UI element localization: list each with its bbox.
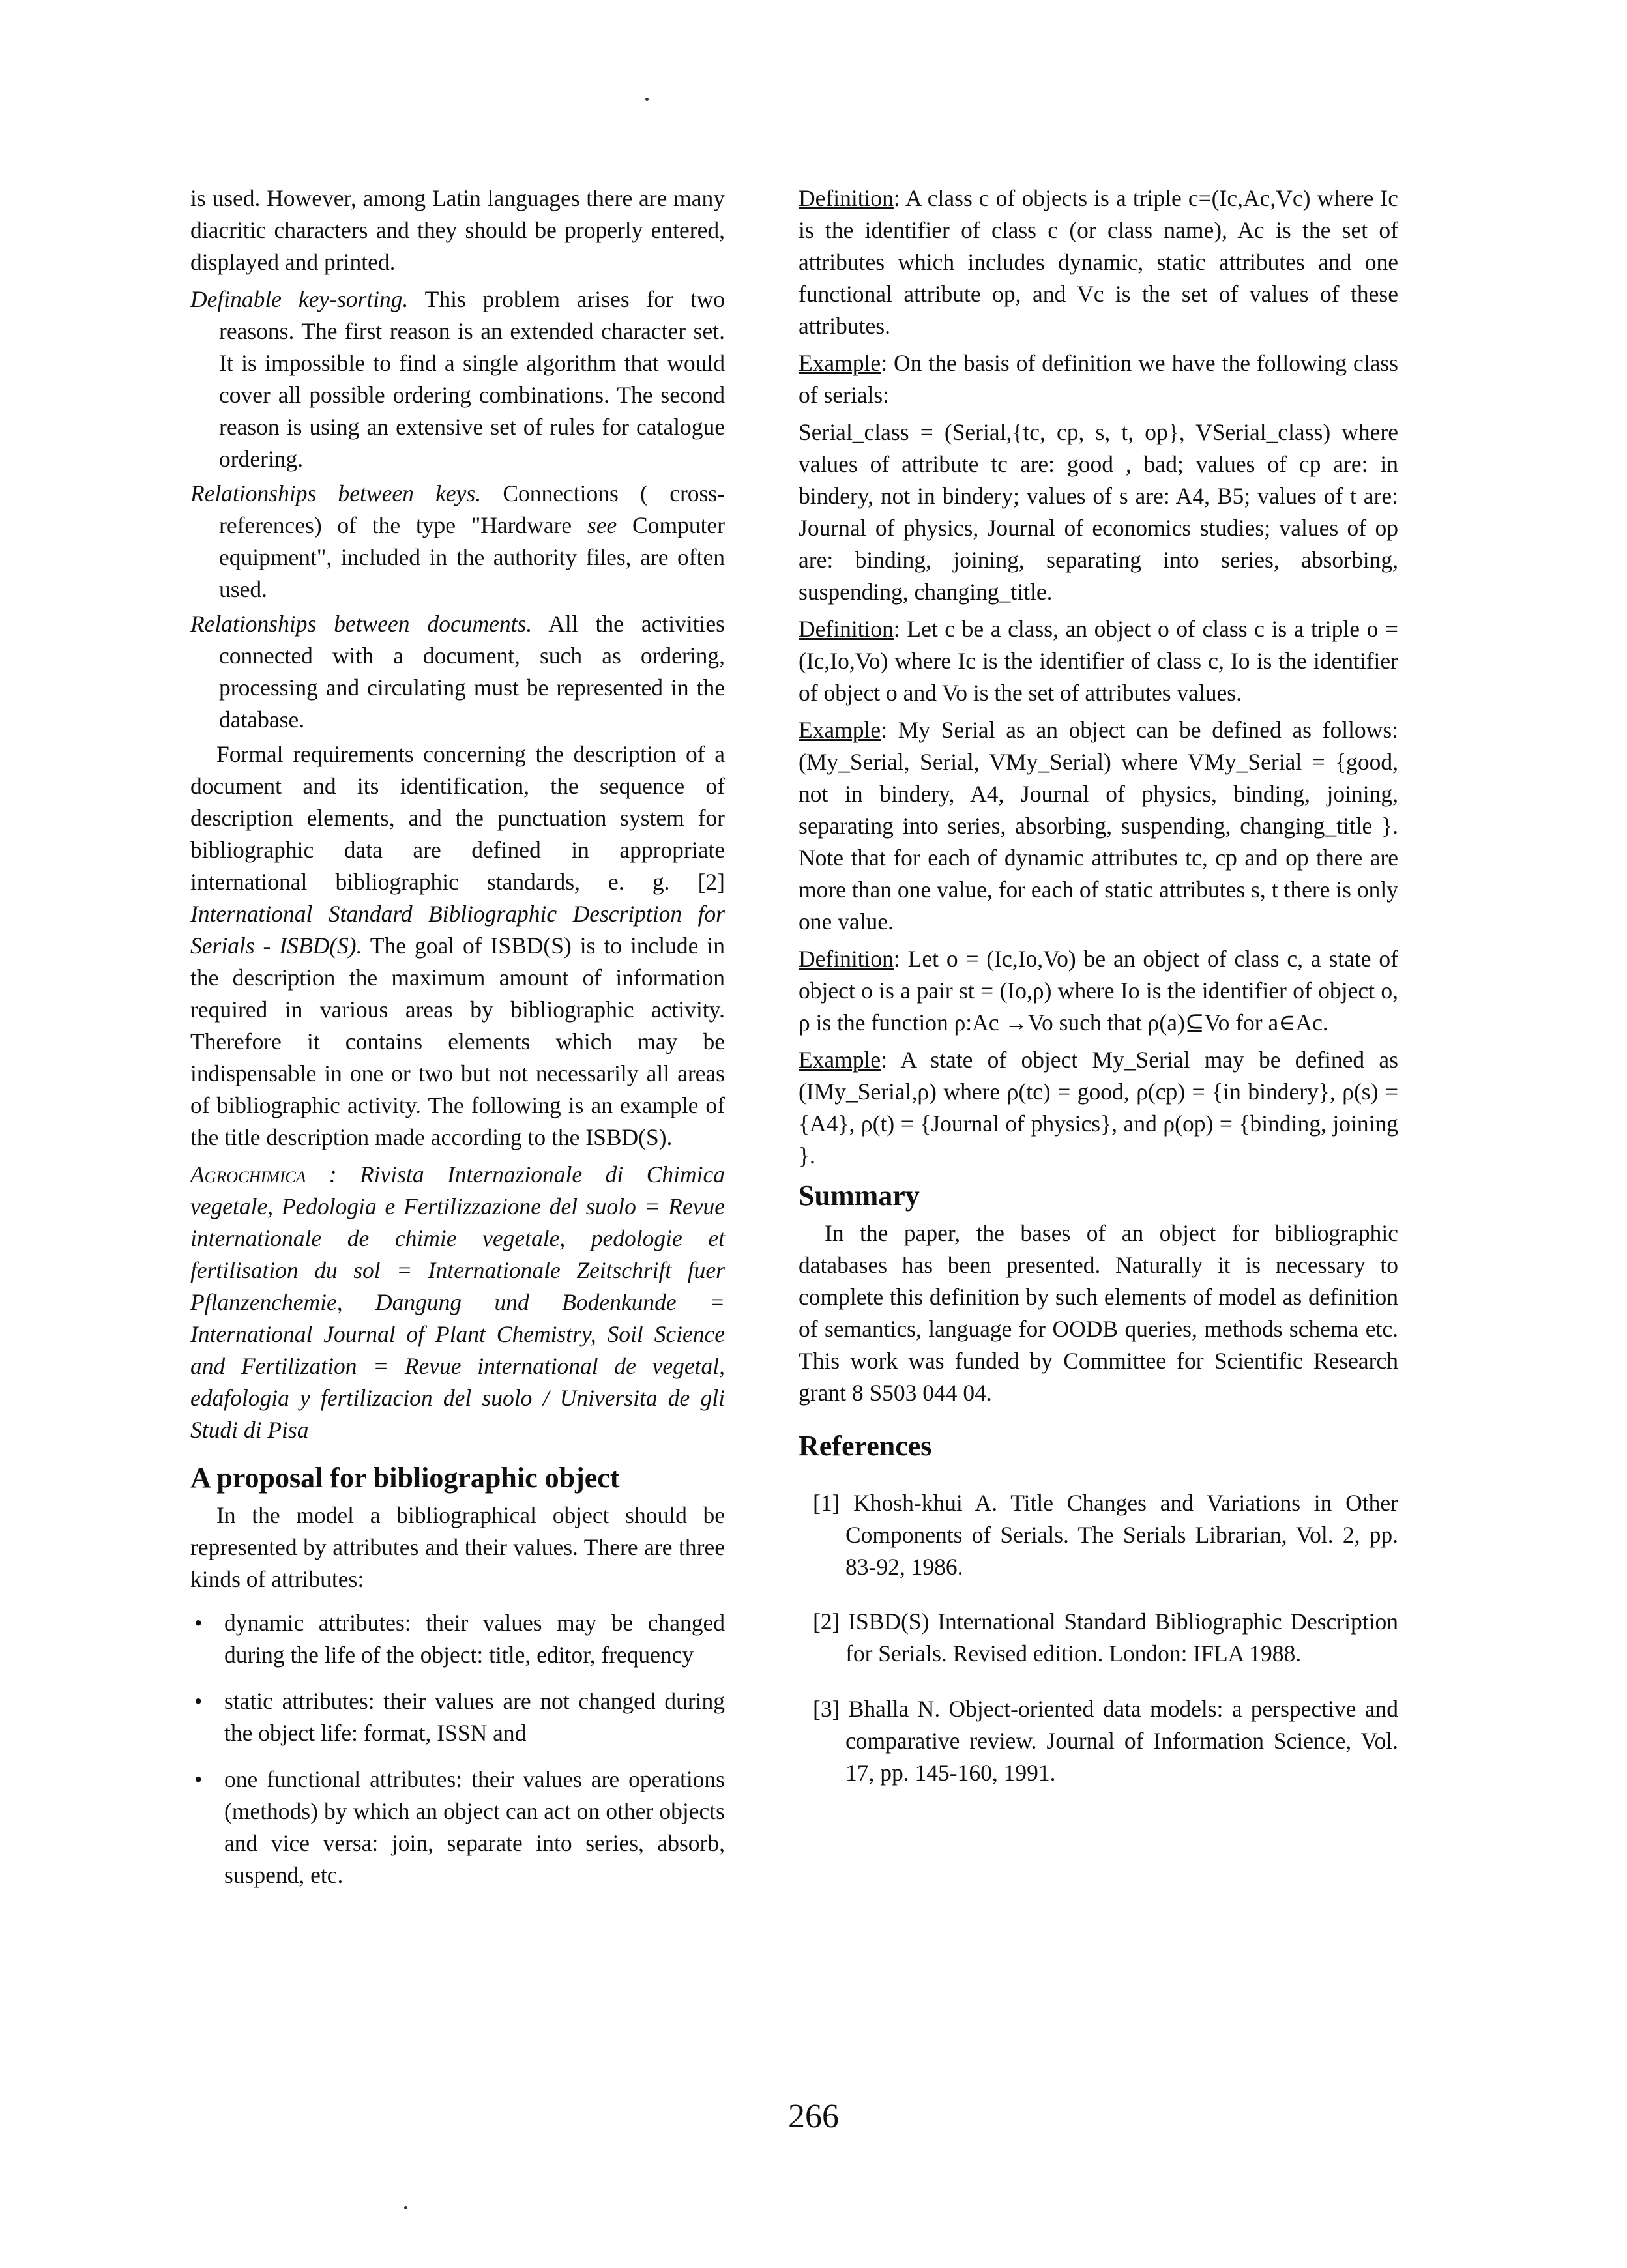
formal-text-post: The goal of ISBD(S) is to include in the description the maximum amount of information required in various areas by bibliographic activity. Therefore it contains elements which may be indispensable in one or two but not necessarily all areas of bibliographic activity. The following is an example of the title description made according to the ISBD(S). bbox=[190, 933, 725, 1150]
item-relationships-keys bbox=[190, 478, 725, 605]
definition-text: : A class c of objects is a triple c=(Ic,Ac,Vc) where Ic is the identifier of class c (or class name), Ac is the set of attributes which includes dynamic, static attributes and one functional attribute op, and Vc is the set of values of these attributes. bbox=[799, 185, 1398, 339]
agro-text: : Rivista Internazionale di Chimica vegetale, Pedologia e Fertilizzazione del suolo = Revue internationale de chimie vegetale, pedologie et fertilisation du sol = Internationale Zeitschrift fuer Pflanzenchemie, Dangung und Bodenkunde = International Journal of Plant Chemistry, Soil Science and Fertilization = Revue international de vegetal, edafologia y fertilizacion del suolo / Universita de gli Studi di Pisa bbox=[190, 1161, 725, 1443]
proposal-paragraph: In the model a bibliographical object should be represented by attributes and their values. There are three kinds of attributes: bbox=[190, 1502, 725, 1592]
item-body-see: see bbox=[587, 512, 617, 538]
definition-class bbox=[799, 182, 1398, 342]
intro-text: is used. However, among Latin languages there are many diacritic characters and they should be properly entered, displayed and printed. bbox=[190, 185, 725, 275]
item-body: All the activities connected with a document, such as ordering, processing and circulating must be represented in the database. bbox=[219, 611, 725, 733]
item-body-pre: Connections ( cross-references) of the type "Hardware bbox=[219, 480, 725, 538]
scan-speck bbox=[645, 98, 649, 101]
section-heading-proposal: A proposal for bibliographic object bbox=[190, 1462, 620, 1494]
list-item: • one functional attributes: their values are operations (methods) by which an object can act on other objects and vice versa: join, separate into series, absorb, suspend, etc. bbox=[190, 1764, 725, 1891]
section-heading-summary: Summary bbox=[799, 1180, 920, 1212]
list-item: • dynamic attributes: their values may be changed during the life of the object: title, editor, frequency bbox=[190, 1607, 725, 1671]
reference-item: [2] ISBD(S) International Standard Bibliographic Description for Serials. Revised edition. London: IFLA 1988. bbox=[813, 1608, 1398, 1666]
example-class bbox=[799, 347, 1398, 411]
item-term: Definable key-sorting. bbox=[190, 286, 409, 312]
reference-item: [1] Khosh-khui A. Title Changes and Variations in Other Components of Serials. The Serials Librarian, Vol. 2, pp. 83-92, 1986. bbox=[813, 1489, 1398, 1580]
intro-continuation bbox=[190, 182, 725, 278]
definition-object bbox=[799, 613, 1398, 709]
agrochimica-example bbox=[190, 1159, 725, 1446]
example-object bbox=[799, 714, 1398, 938]
scan-speck bbox=[404, 2206, 407, 2209]
bullet-icon: • bbox=[194, 1610, 203, 1636]
example-label: Example bbox=[799, 1047, 881, 1073]
formal-text-pre: Formal requirements concerning the description of a document and its identification, the sequence of description elements, and the punctuation system for bibliographic data are defined in appropriate international bibliographic standards, e. g. [2] bbox=[190, 741, 725, 895]
definition-label: Definition bbox=[799, 946, 894, 972]
summary-paragraph: In the paper, the bases of an object for bibliographic databases has been presented. Naturally it is necessary to complete this definition by such elements of model as definition of semantics, language for OODB queries, methods schema etc. This work was funded by Committee for Scientific Research grant 8 S503 044 04. bbox=[799, 1220, 1398, 1406]
formal-text-italic: International Standard Bibliographic Description for Serials - ISBD(S). bbox=[190, 901, 725, 959]
item-body-post: Computer equipment", included in the authority files, are often used. bbox=[219, 512, 726, 602]
list-item: • static attributes: their values are not changed during the object life: format, ISSN and bbox=[190, 1685, 725, 1749]
definition-label: Definition bbox=[799, 185, 894, 211]
left-column bbox=[190, 182, 725, 1906]
definition-state bbox=[799, 943, 1398, 1039]
serial-class-definition: Serial_class = (Serial,{tc, cp, s, t, op}, VSerial_class) where values of attribute tc are: good , bad; values of cp are: in bindery, not in bindery; values of s are: A4, B5; values of t are: Journal of physics, Journal of economics studies; values of op are: binding, joining, separating into series, absorbing, suspending, changing_title. bbox=[799, 419, 1398, 605]
item-term: Relationships between documents. bbox=[190, 611, 533, 637]
definition-label: Definition bbox=[799, 616, 894, 642]
example-state bbox=[799, 1044, 1398, 1172]
example-label: Example bbox=[799, 717, 881, 743]
example-label: Example bbox=[799, 350, 881, 376]
item-term: Relationships between keys. bbox=[190, 480, 482, 506]
reference-item: [3] Bhalla N. Object-oriented data models: a perspective and comparative review. Journal of Information Science, Vol. 17, pp. 145-160, 1991. bbox=[813, 1695, 1398, 1786]
item-relationships-documents bbox=[190, 608, 725, 736]
references-list bbox=[799, 1487, 1398, 1789]
section-heading-references: References bbox=[799, 1430, 932, 1462]
bullet-icon: • bbox=[194, 1766, 203, 1792]
example-text: : On the basis of definition we have the following class of serials: bbox=[799, 350, 1398, 408]
attribute-kinds-list bbox=[190, 1607, 725, 1891]
example-text: : My Serial as an object can be defined as follows: (My_Serial, Serial, VMy_Serial) where VMy_Serial = {good, not in bindery, A4, Journal of physics, binding, joining, separating into series, absorbing, suspending, changing_title }. Note that for each of dynamic attributes tc, cp and op there are more than one value, for each of static attributes s, t there is only one value. bbox=[799, 717, 1398, 935]
definition-text: : Let o = (Ic,Io,Vo) be an object of class c, a state of object o is a pair st = (Io,ρ) where Io is the identifier of object o, ρ is the function ρ:Ac →Vo such that ρ(a)⊆Vo for a∈Ac. bbox=[799, 946, 1398, 1036]
item-definable-key-sorting bbox=[190, 284, 725, 475]
definition-text: : Let c be a class, an object o of class c is a triple o = (Ic,Io,Vo) where Ic is the identifier of class c, Io is the identifier of object o and Vo is the set of attributes values. bbox=[799, 616, 1398, 706]
example-text: : A state of object My_Serial may be defined as (IMy_Serial,ρ) where ρ(tc) = good, ρ(cp) = {in bindery}, ρ(s) = {A4}, ρ(t) = {Journal of physics}, and ρ(op) = {binding, joining }. bbox=[799, 1047, 1398, 1169]
page-number: 266 bbox=[788, 2098, 839, 2135]
item-body: This problem arises for two reasons. The first reason is an extended character set. It is impossible to find a single algorithm that would cover all possible ordering combinations. The second reason is using an extensive set of rules for catalogue ordering. bbox=[219, 286, 726, 472]
right-column bbox=[799, 182, 1398, 1805]
agro-title-caps: Agrochimica bbox=[190, 1161, 306, 1187]
bullet-icon: • bbox=[194, 1688, 203, 1714]
formal-requirements-paragraph bbox=[190, 738, 725, 1154]
